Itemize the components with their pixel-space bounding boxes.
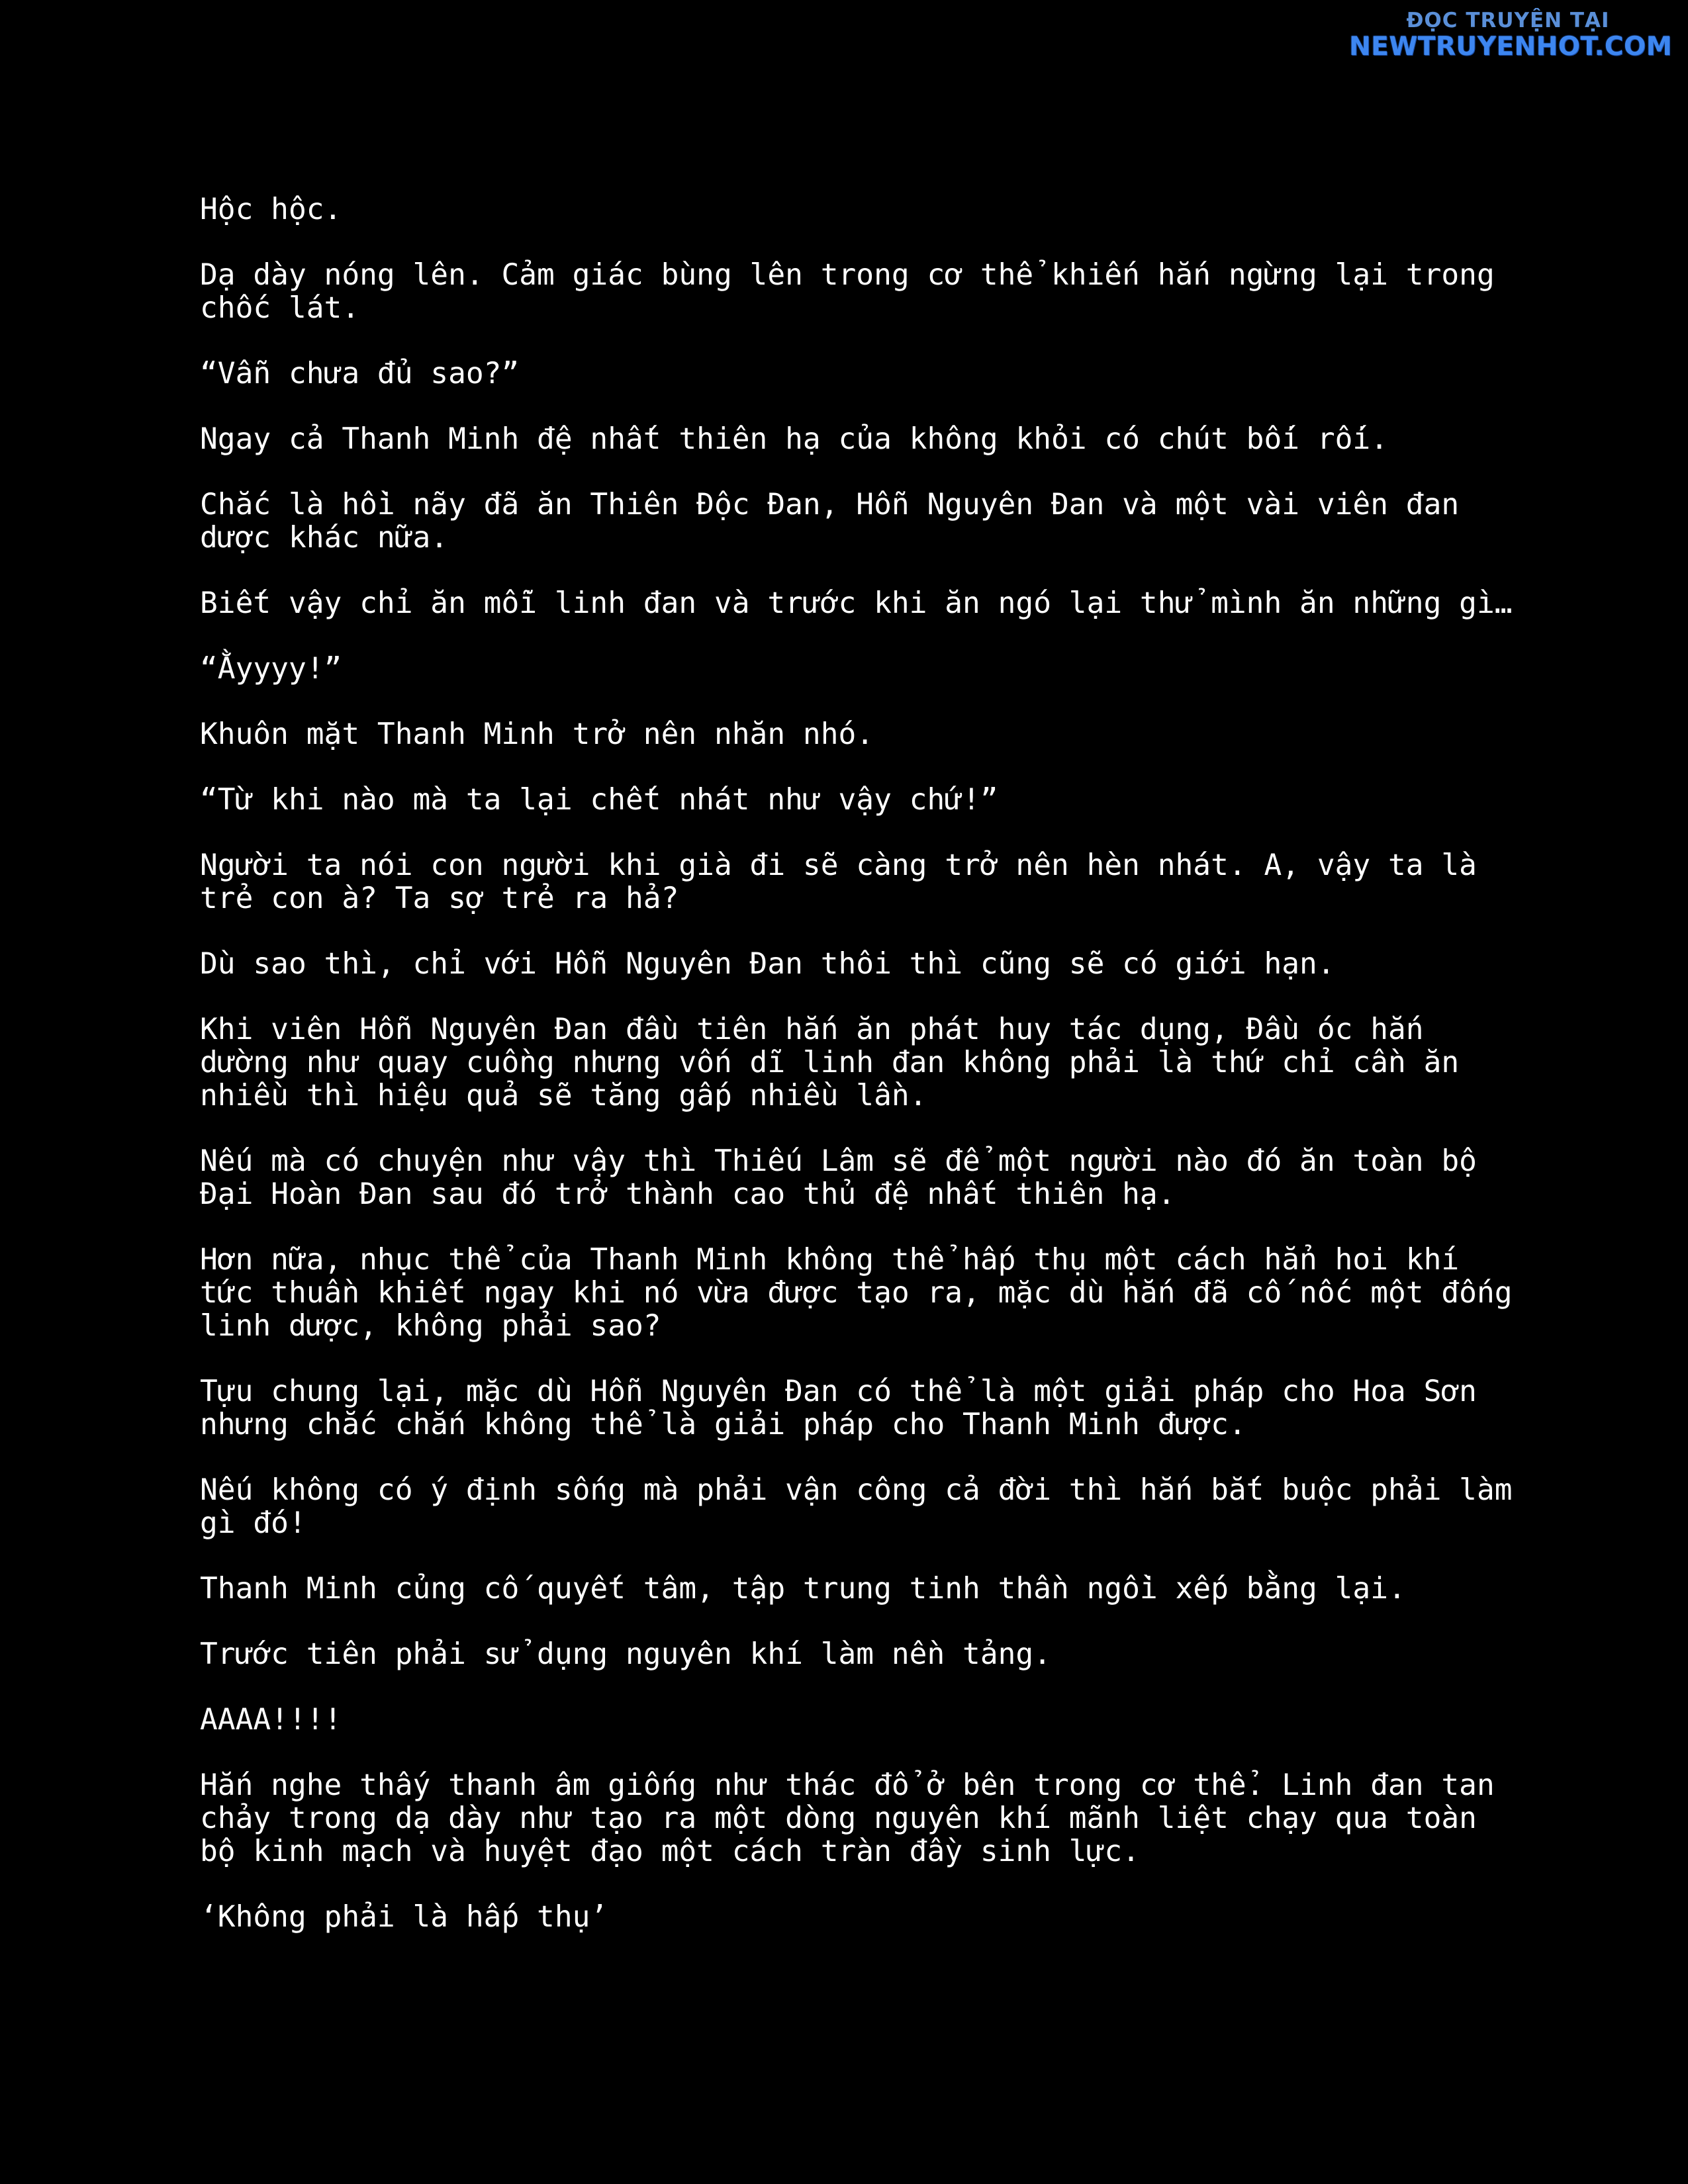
paragraph: Dạ dày nóng lên. Cảm giác bùng lên trong cơ thể khiến hắn ngừng lại trong chốc lát. [200, 258, 1495, 325]
paragraph: “Ằyyyy!” [200, 652, 342, 686]
paragraph: Biết vậy chỉ ăn mỗi linh đan và trước khi ăn ngó lại thử mình ăn những gì… [200, 586, 1513, 620]
paragraph: Ngay cả Thanh Minh đệ nhất thiên hạ của không khỏi có chút bối rối. [200, 422, 1389, 456]
paragraph: Trước tiên phải sử dụng nguyên khí làm nền tảng. [200, 1637, 1051, 1671]
paragraph: AAAA!!!! [200, 1703, 342, 1737]
paragraph: Nếu không có ý định sống mà phải vận công cả đời thì hắn bắt buộc phải làm gì đó! [200, 1473, 1513, 1540]
watermark-tagline: ĐỌC TRUYỆN TẠI [1406, 9, 1610, 32]
paragraph: Chắc là hồi nãy đã ăn Thiên Độc Đan, Hỗn Nguyên Đan và một vài viên đan dược khác nữa. [200, 488, 1460, 555]
paragraph: Hơn nữa, nhục thể của Thanh Minh không thể hấp thụ một cách hẳn hoi khí tức thuần khiết ngay khi nó vừa được tạo ra, mặc dù hắn đã cố nốc một đống linh dược, không phải sao? [200, 1243, 1513, 1343]
paragraph: ‘Không phải là hấp thụ’ [200, 1900, 608, 1934]
paragraph: Hắn nghe thấy thanh âm giống như thác đổ ở bên trong cơ thể. Linh đan tan chảy trong dạ dày như tạo ra một dòng nguyên khí mãnh liệt chạy qua toàn bộ kinh mạch và huyệt đạo một cách tràn đầy sinh lực. [200, 1768, 1495, 1868]
paragraph: Dù sao thì, chỉ với Hỗn Nguyên Đan thôi thì cũng sẽ có giới hạn. [200, 947, 1335, 981]
watermark-site-name: NEWTRUYENHOT.COM [1349, 31, 1672, 62]
site-watermark [1349, 9, 1672, 62]
paragraph: Nếu mà có chuyện như vậy thì Thiếu Lâm sẽ để một người nào đó ăn toàn bộ Đại Hoàn Đan sau đó trở thành cao thủ đệ nhất thiên hạ. [200, 1144, 1477, 1211]
paragraph: Tựu chung lại, mặc dù Hỗn Nguyên Đan có thể là một giải pháp cho Hoa Sơn nhưng chắc chắn không thể là giải pháp cho Thanh Minh được. [200, 1375, 1477, 1441]
paragraph: “Vẫn chưa đủ sao?” [200, 357, 520, 390]
story-text [200, 193, 1524, 1966]
paragraph: Khuôn mặt Thanh Minh trở nên nhăn nhó. [200, 717, 874, 751]
paragraph: Khi viên Hỗn Nguyên Đan đầu tiên hắn ăn phát huy tác dụng, Đầu óc hắn dường như quay cuồng nhưng vốn dĩ linh đan không phải là thứ chỉ cần ăn nhiều thì hiệu quả sẽ tăng gấp nhiều lần. [200, 1013, 1460, 1113]
paragraph: Hộc hộc. [200, 193, 342, 226]
paragraph: Người ta nói con người khi già đi sẽ càng trở nên hèn nhát. A, vậy ta là trẻ con à? Ta sợ trẻ ra hả? [200, 848, 1477, 915]
paragraph: Thanh Minh củng cố quyết tâm, tập trung tinh thần ngồi xếp bằng lại. [200, 1572, 1406, 1606]
paragraph: “Từ khi nào mà ta lại chết nhát như vậy chứ!” [200, 783, 998, 817]
